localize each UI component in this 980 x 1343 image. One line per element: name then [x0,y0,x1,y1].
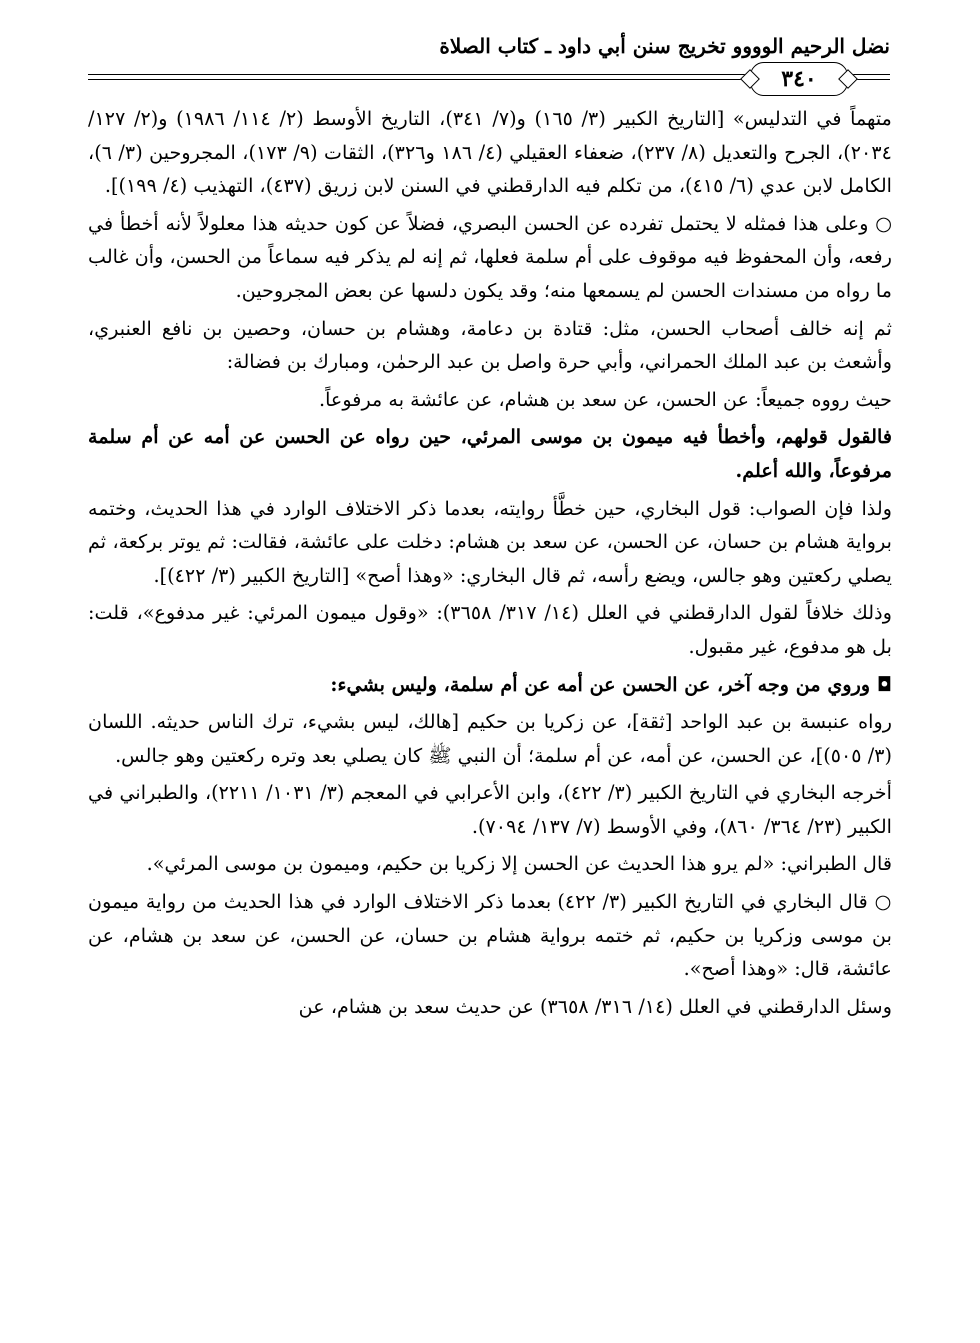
paragraph: متهماً في التدليس» [التاريخ الكبير (٣/ ١٦٥) و(٧/ ٣٤١)، التاريخ الأوسط (٢/ ١١٤/ ١٩٨٦) و(٢/ ١٢٧/ ٢٠٣٤)، الجرح والتعديل (٨/ ٢٣٧)، ضعفاء العقيلي (٤/ ١٨٦ و٣٢٦)، الثقات (٩/ ١٧٣)، المجروحين (٣/ ٦)، الكامل لابن عدي (٦/ ٤١٥)، من تكلم فيه الدارقطني في السنن لابن زريق (٤٣٧)، التهذيب (٤/ ١٩٩)]. [88,107,892,198]
paragraph: ثم إنه خالف أصحاب الحسن، مثل: قتادة بن دعامة، وهشام بن حسان، وحصين بن نافع العنبري، وأشعث بن عبد الملك الحمراني، وأبي حرة واصل بن عبد الرحمٰن، ومبارك بن فضالة: [88,316,892,374]
running-header-title: نضل الرحيم الوووو تخريج سنن أبي داود ـ كتاب الصلاة [439,34,890,58]
paragraph: وسئل الدارقطني في العلل (١٤/ ٣١٦/ ٣٦٥٨) عن حديث سعد بن هشام، عن [298,994,892,1018]
paragraph: قال الطبراني: «لم يرو هذا الحديث عن الحسن إلا زكريا بن حكيم، وميمون بن موسى المرئي». [146,852,892,876]
page-header [88,28,890,92]
paragraph: ○ وعلى هذا فمثله لا يحتمل تفرده عن الحسن البصري، فضلاً عن كون حديثه هذا معلولاً لأنه أخطأ في رفعه، وأن المحفوظ فيه موقوف على أم سلمة فعلها، ثم إنه لم يذكر فيه سماعاً من الحسن، وأن غالب ما رواه من مسندات الحسن لم يسمعها منه؛ وقد يكون دلسها عن بعض المجروحين. [88,211,892,302]
page-number-badge [750,62,848,96]
paragraph: وذلك خلافاً لقول الدارقطني في العلل (١٤/ ٣١٧/ ٣٦٥٨): «وقول ميمون المرئي: غير مدفوع»، قلت: بل هو مدفوع، غير مقبول. [88,601,892,658]
paragraph: فالقول قولهم، وأخطأ فيه ميمون بن موسى المرئي، حين رواه عن الحسن عن أمه عن أم سلمة مرفوعاً، والله أعلم. [88,425,892,482]
page-number: ٣٤٠ [781,66,817,92]
paragraph: ◘ وروي من وجه آخر، عن الحسن عن أمه عن أم سلمة، وليس بشيء: [330,672,892,696]
header-rule [88,74,748,75]
header-rule [88,79,748,80]
paragraph: حيث رووه جميعاً: عن الحسن، عن سعد بن هشام، عن عائشة به مرفوعاً. [318,387,892,411]
paragraph: رواه عنبسة بن عبد الواحد [ثقة]، عن زكريا بن حكيم [هالك، ليس بشيء، ترك الناس حديثه. اللسان (٣/ ٥٠٥)]، عن الحسن، عن أمه، عن أم سلمة؛ أن النبي ﷺ كان يصلي بعد وتره ركعتين وهو جالس. [88,710,892,767]
paragraph: أخرجه البخاري في التاريخ الكبير (٣/ ٤٢٢)، وابن الأعرابي في المعجم (٣/ ١٠٣١/ ٢٢١١)، والطبراني في الكبير (٢٣/ ٣٦٤/ ٨٦٠)، وفي الأوسط (٧/ ١٣٧/ ٧٠٩٤). [88,781,892,838]
paragraph: ولذا فإن الصواب: قول البخاري، حين خطَّأ روايته، بعدما ذكر الاختلاف الوارد في هذا الحديث، وختمه برواية هشام بن حسان، عن الحسن، عن سعد بن هشام: دخلت على عائشة، فقالت: ثم يوتر بركعة، ثم يصلي ركعتين وهو جالس، ويضع رأسه، ثم قال البخاري: «وهذا أصح» [التاريخ الكبير (٣/ ٤٢٢)]. [88,496,892,587]
header-rule [850,74,890,75]
paragraph: ○ قال البخاري في التاريخ الكبير (٣/ ٤٢٢) بعدما ذكر الاختلاف الوارد في هذا الحديث من رواية ميمون بن موسى وزكريا بن حكيم، ثم ختمه برواية هشام بن حسان، عن الحسن، عن سعد بن هشام، عن عائشة، قال: «وهذا أصح». [88,890,892,981]
body-text [88,102,892,1027]
